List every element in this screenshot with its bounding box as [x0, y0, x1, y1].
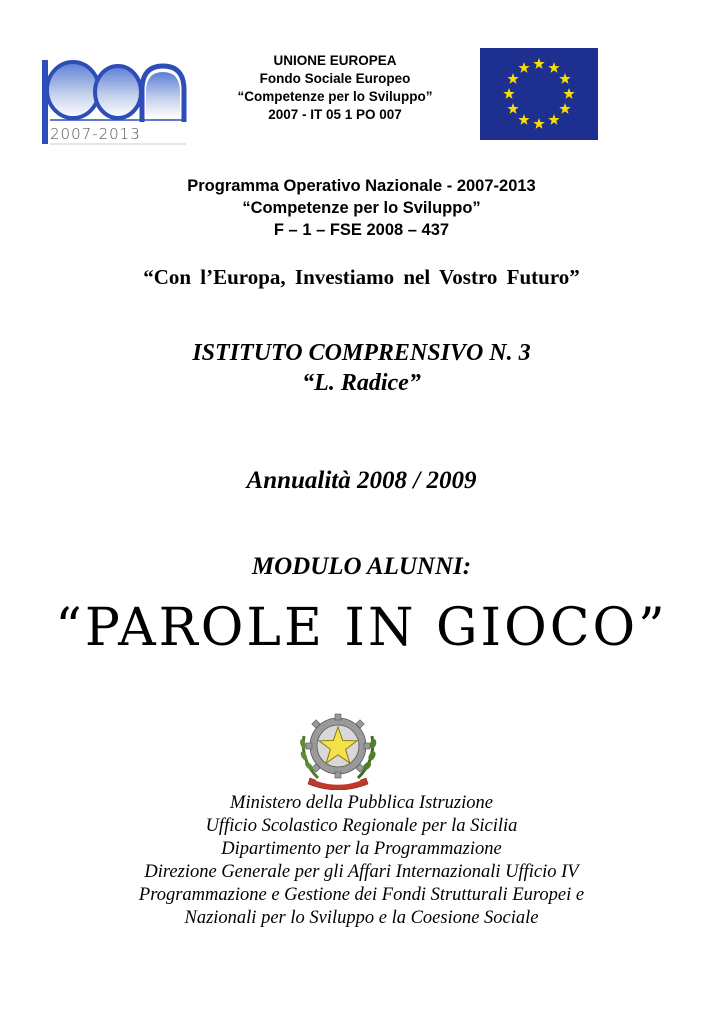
programme-block [0, 175, 723, 241]
italian-republic-emblem-icon [296, 708, 380, 790]
eu-flag-icon [480, 48, 598, 140]
ministry-line: Ufficio Scolastico Regionale per la Sicilia [205, 816, 518, 836]
motto: “Con l’Europa, Investiamo nel Vostro Futuro” [143, 265, 580, 289]
modulo-label: MODULO ALUNNI: [251, 553, 472, 580]
header-line-code: 2007 - IT 05 1 PO 007 [268, 107, 402, 122]
ministry-block [0, 792, 723, 930]
ministry-line: Direzione Generale per gli Affari Internazionali Ufficio IV [144, 862, 579, 882]
programme-line-name: Programma Operativo Nazionale - 2007-2013 [187, 177, 536, 195]
ministry-line: Programmazione e Gestione dei Fondi Strutturali Europei e [138, 885, 585, 905]
module-title: “PAROLE IN GIOCO” [55, 598, 668, 658]
header-line-program: “Competenze per lo Sviluppo” [237, 89, 433, 104]
header-line-union: UNIONE EUROPEA [273, 53, 397, 68]
eu-header [200, 52, 470, 124]
pon-years-label: 2007-2013 [50, 125, 141, 143]
programme-line-code: F – 1 – FSE 2008 – 437 [273, 221, 450, 239]
ministry-line: Ministero della Pubblica Istruzione [230, 793, 493, 813]
ministry-line: Dipartimento per la Programmazione [221, 839, 502, 859]
school-subtitle: “L. Radice” [302, 370, 421, 396]
header-line-fund: Fondo Sociale Europeo [259, 71, 411, 86]
school-block [0, 338, 723, 398]
annualita: Annualità 2008 / 2009 [246, 467, 477, 494]
ministry-line: Nazionali per lo Sviluppo e la Coesione Sociale [184, 908, 539, 928]
programme-line-subtitle: “Competenze per lo Sviluppo” [242, 199, 481, 217]
school-name: ISTITUTO COMPRENSIVO N. 3 [192, 340, 531, 366]
